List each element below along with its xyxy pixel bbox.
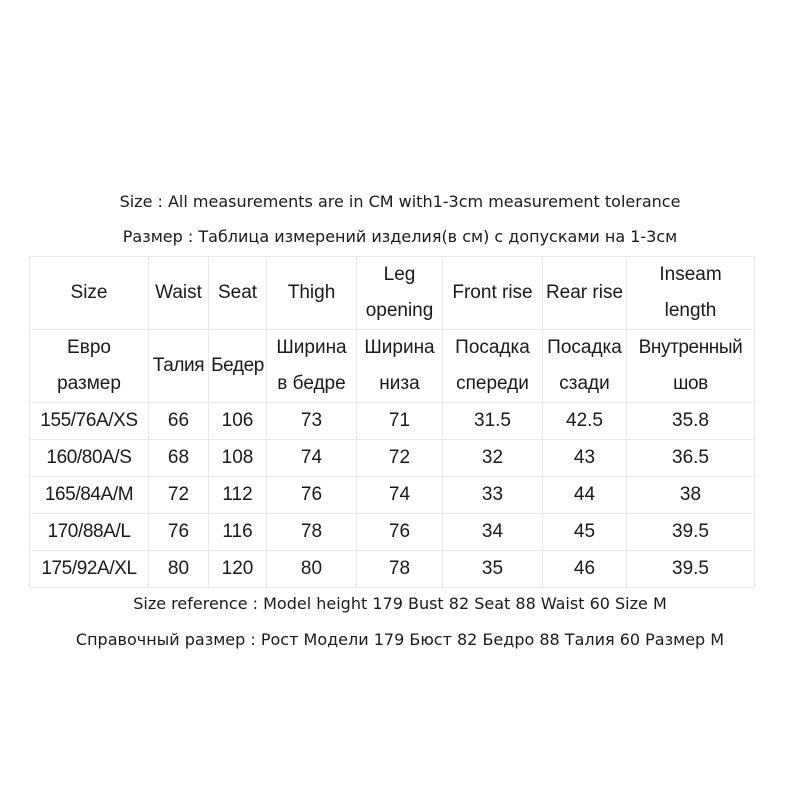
- cell-thigh: 78: [267, 514, 357, 551]
- header-ru-inseam-line1: Внутренный: [638, 337, 743, 358]
- cell-seat: 116: [209, 514, 267, 551]
- header-ru-rear-line2: сзади: [559, 373, 610, 394]
- cell-size: 160/80A/S: [30, 440, 149, 477]
- data-rows: [30, 403, 755, 588]
- table-row: [30, 551, 755, 588]
- cell-leg-opening: 74: [357, 477, 443, 514]
- header-leg-opening-line1: Leg: [383, 264, 416, 285]
- header-inseam-line2: length: [664, 300, 717, 321]
- cell-front-rise: 32: [443, 440, 543, 477]
- header-thigh: Thigh: [267, 257, 357, 330]
- table-row: [30, 477, 755, 514]
- cell-inseam: 36.5: [627, 440, 755, 477]
- header-ru-leg: [357, 330, 443, 403]
- cell-rear-rise: 44: [543, 477, 627, 514]
- cell-thigh: 74: [267, 440, 357, 477]
- cell-seat: 120: [209, 551, 267, 588]
- header-ru-size-line1: Евро: [67, 337, 111, 358]
- cell-inseam: 35.8: [627, 403, 755, 440]
- cell-waist: 80: [149, 551, 209, 588]
- cell-size: 165/84A/M: [30, 477, 149, 514]
- cell-size: 175/92A/XL: [30, 551, 149, 588]
- cell-size: 155/76A/XS: [30, 403, 149, 440]
- header-size: Size: [30, 257, 149, 330]
- cell-waist: 76: [149, 514, 209, 551]
- header-front-rise: Front rise: [443, 257, 543, 330]
- header-ru-waist: Талия: [149, 330, 209, 403]
- cell-rear-rise: 45: [543, 514, 627, 551]
- cell-leg-opening: 78: [357, 551, 443, 588]
- header-ru-front-line1: Посадка: [455, 337, 530, 358]
- cell-waist: 68: [149, 440, 209, 477]
- cell-front-rise: 35: [443, 551, 543, 588]
- size-reference-russian: Справочный размер : Рост Модели 179 Бюст 82 Бедро 88 Талия 60 Размер М: [75, 630, 725, 649]
- title-english: Size : All measurements are in CM with1-3cm measurement tolerance: [119, 192, 681, 211]
- cell-leg-opening: 71: [357, 403, 443, 440]
- header-inseam-line1: Inseam: [659, 264, 722, 285]
- header-ru-seat: Бедер: [209, 330, 267, 403]
- size-reference-english: Size reference : Model height 179 Bust 82 Seat 88 Waist 60 Size M: [133, 594, 667, 613]
- header-row-russian: [30, 330, 755, 403]
- cell-inseam: 39.5: [627, 551, 755, 588]
- cell-thigh: 76: [267, 477, 357, 514]
- cell-thigh: 73: [267, 403, 357, 440]
- cell-rear-rise: 46: [543, 551, 627, 588]
- header-ru-inseam: [627, 330, 755, 403]
- header-ru-front: [443, 330, 543, 403]
- cell-leg-opening: 72: [357, 440, 443, 477]
- title-russian: Размер : Таблица измерений изделия(в см) с допусками на 1-3см: [122, 227, 678, 246]
- cell-seat: 112: [209, 477, 267, 514]
- header-ru-size-line2: размер: [57, 373, 121, 394]
- header-seat: Seat: [209, 257, 267, 330]
- cell-front-rise: 33: [443, 477, 543, 514]
- header-waist: Waist: [149, 257, 209, 330]
- cell-waist: 72: [149, 477, 209, 514]
- header-ru-front-line2: спереди: [456, 373, 529, 394]
- cell-leg-opening: 76: [357, 514, 443, 551]
- cell-front-rise: 34: [443, 514, 543, 551]
- table-row: [30, 403, 755, 440]
- cell-inseam: 38: [627, 477, 755, 514]
- header-ru-leg-line1: Ширина: [364, 337, 435, 358]
- table-row: [30, 514, 755, 551]
- cell-waist: 66: [149, 403, 209, 440]
- cell-seat: 108: [209, 440, 267, 477]
- header-leg-opening: [357, 257, 443, 330]
- header-ru-thigh-line2: в бедре: [277, 373, 346, 394]
- cell-inseam: 39.5: [627, 514, 755, 551]
- header-rear-rise: Rear rise: [543, 257, 627, 330]
- table-row: [30, 440, 755, 477]
- header-ru-thigh: [267, 330, 357, 403]
- header-inseam: [627, 257, 755, 330]
- header-row-english: [30, 257, 755, 330]
- cell-rear-rise: 43: [543, 440, 627, 477]
- header-ru-inseam-line2: шов: [673, 373, 708, 394]
- header-ru-thigh-line1: Ширина: [276, 337, 347, 358]
- cell-front-rise: 31.5: [443, 403, 543, 440]
- header-ru-leg-line2: низа: [379, 373, 420, 394]
- header-ru-rear: [543, 330, 627, 403]
- size-table: [29, 256, 755, 588]
- header-ru-size: [30, 330, 149, 403]
- cell-seat: 106: [209, 403, 267, 440]
- header-leg-opening-line2: opening: [365, 300, 434, 321]
- header-ru-rear-line1: Посадка: [547, 337, 622, 358]
- cell-thigh: 80: [267, 551, 357, 588]
- cell-size: 170/88A/L: [30, 514, 149, 551]
- cell-rear-rise: 42.5: [543, 403, 627, 440]
